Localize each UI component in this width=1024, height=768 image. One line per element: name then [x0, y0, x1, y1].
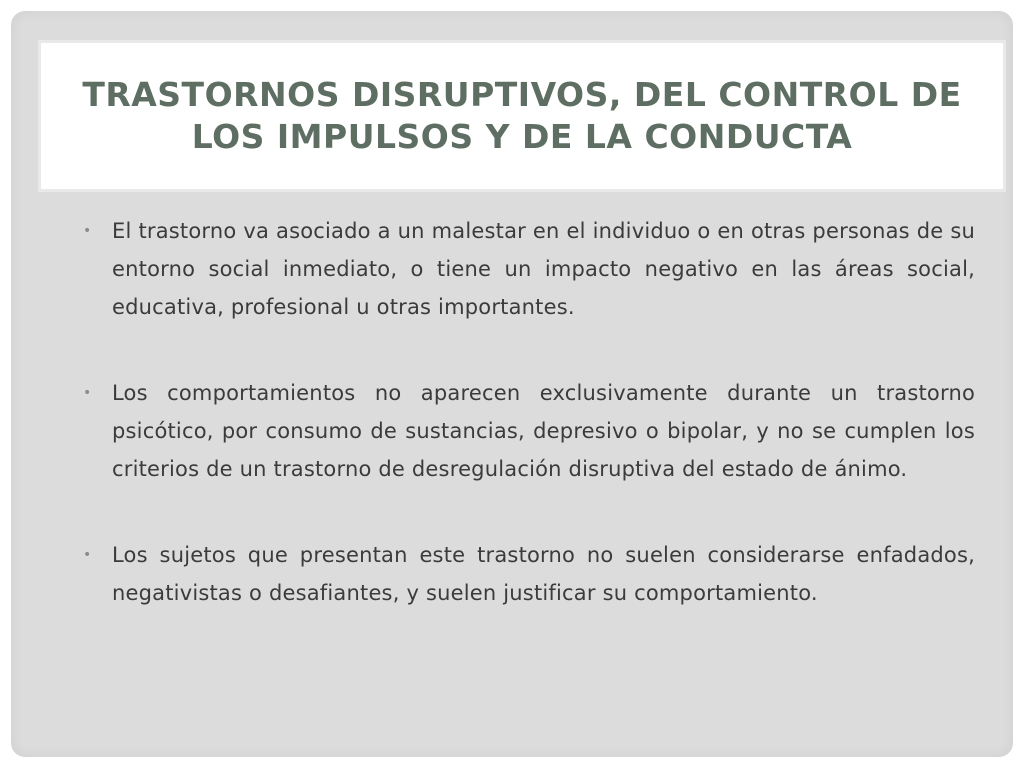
- bullet-text: Los sujetos que presentan este trastorno no suelen considerarse enfadados, negativistas o desafiantes, y suelen justificar su comportamiento.: [112, 543, 975, 605]
- bullet-item-2: [83, 374, 975, 488]
- bullet-item-1: [83, 212, 975, 326]
- bullet-text: Los comportamientos no aparecen exclusivamente durante un trastorno psicótico, por consumo de sustancias, depresivo o bipolar, y no se cumplen los criterios de un trastorno de desregulación disruptiva del estado de ánimo.: [112, 381, 975, 481]
- bullet-icon: •: [83, 547, 92, 563]
- bullet-icon: •: [83, 223, 92, 239]
- slide-background: [11, 11, 1013, 757]
- title-box: [41, 43, 1003, 189]
- slide-title: TRASTORNOS DISRUPTIVOS, DEL CONTROL DE LOS IMPULSOS Y DE LA CONDUCTA: [82, 75, 962, 156]
- bullet-list: [83, 212, 975, 660]
- bullet-icon: •: [83, 385, 92, 401]
- bullet-item-3: [83, 536, 975, 612]
- bullet-text: El trastorno va asociado a un malestar en el individuo o en otras personas de su entorno social inmediato, o tiene un impacto negativo en las áreas social, educativa, profesional u otras importantes.: [112, 219, 975, 319]
